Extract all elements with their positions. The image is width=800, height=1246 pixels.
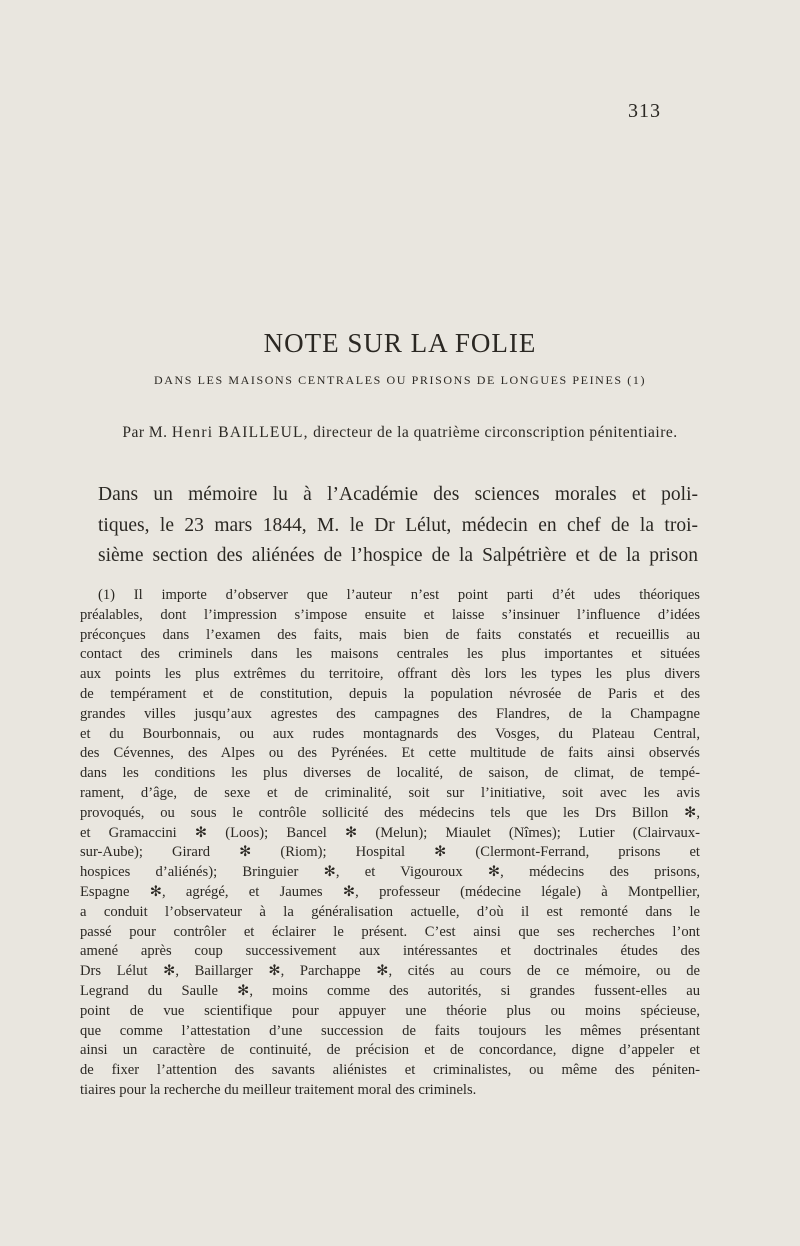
- footnote-line: (1) Il importe d’observer que l’auteur n’est point parti d’ét udes théoriques: [98, 587, 700, 603]
- footnote-line: passé pour contrôler et éclairer le présent. C’est ainsi que ses recherches l’ont: [80, 923, 700, 940]
- article-subtitle: DANS LES MAISONS CENTRALES OU PRISONS DE LONGUES PEINES (1): [153, 373, 647, 387]
- main-text-line: tiques, le 23 mars 1844, M. le Dr Lélut, médecin en chef de la troi-: [98, 514, 698, 536]
- footnote-line: dans les conditions les plus diverses de localité, de saison, de climat, de tempé-: [80, 765, 700, 782]
- footnote-line: contact des criminels dans les maisons centrales les plus importantes et situées: [80, 646, 700, 663]
- footnote-line: de fixer l’attention des savants aliénistes et criminalistes, ou même des péniten-: [80, 1062, 700, 1079]
- footnote-line: Drs Lélut ✻, Baillarger ✻, Parchappe ✻, cités au cours de ce mémoire, ou de: [80, 963, 700, 980]
- footnote-line: tiaires pour la recherche du meilleur traitement moral des criminels.: [80, 1081, 477, 1098]
- footnote-line: et Gramaccini ✻ (Loos); Bancel ✻ (Melun); Miaulet (Nîmes); Lutier (Clairvaux-: [80, 824, 700, 841]
- footnote-line: hospices d’aliénés); Bringuier ✻, et Vigouroux ✻, médecins des prisons,: [80, 864, 700, 881]
- footnote-line: sur-Aube); Girard ✻ (Riom); Hospital ✻ (Clermont-Ferrand, prisons et: [80, 844, 700, 861]
- footnote-line: que comme l’attestation d’une succession de faits toujours les mêmes présentant: [80, 1022, 700, 1039]
- footnote: [80, 586, 700, 1101]
- footnote-line: et du Bourbonnais, ou aux rudes montagnards des Vosges, du Plateau Central,: [80, 725, 700, 742]
- footnote-line: préalables, dont l’impression s’impose ensuite et laisse s’insinuer l’influence d’idées: [80, 606, 700, 623]
- footnote-line: ainsi un caractère de continuité, de précision et de concordance, digne d’appeler et: [80, 1042, 700, 1059]
- footnote-line: rament, d’âge, de sexe et de criminalité, soit sur l’initiative, soit avec les avis: [80, 784, 700, 801]
- footnote-line: grandes villes jusqu’aux agrestes des campagnes des Flandres, de la Champagne: [80, 705, 700, 722]
- main-text-line: sième section des aliénées de l’hospice de la Salpétrière et de la prison: [98, 545, 698, 566]
- footnote-line: Legrand du Saulle ✻, moins comme des autorités, si grandes fussent-elles au: [80, 982, 700, 999]
- footnote-line: a conduit l’observateur à la généralisation actuelle, d’où il est remonté dans le: [80, 903, 700, 920]
- footnote-line: préconçues dans l’examen des faits, mais bien de faits constatés et recueillis au: [80, 626, 700, 643]
- author-role: directeur de la quatrième circonscription pénitentiaire.: [313, 424, 678, 441]
- footnote-line: point de vue scientifique pour appuyer une théorie plus ou moins spécieuse,: [80, 1002, 700, 1019]
- page-number: 313: [628, 100, 661, 122]
- footnote-line: amené après coup successivement aux intéressantes et doctrinales études des: [80, 943, 700, 960]
- footnote-line: provoqués, ou sous le contrôle sollicité des médecins tels que les Drs Billon ✻,: [80, 804, 700, 821]
- article-title: NOTE SUR LA FOLIE: [263, 328, 537, 359]
- byline-prefix: Par M.: [122, 424, 168, 441]
- footnote-line: de tempérament et de constitution, depuis la population névrosée de Paris et des: [80, 685, 700, 702]
- footnote-line: Espagne ✻, agrégé, et Jaumes ✻, professeur (médecine légale) à Montpellier,: [80, 883, 700, 900]
- footnote-line: aux points les plus extrêmes du territoire, offrant dès lors les types les plus divers: [80, 666, 700, 683]
- main-text-line: Dans un mémoire lu à l’Académie des sciences morales et poli-: [98, 484, 698, 505]
- byline: [0, 424, 800, 442]
- author-name: Henri BAILLEUL,: [171, 424, 309, 441]
- footnote-line: des Cévennes, des Alpes ou des Pyrénées. Et cette multitude de faits ainsi observés: [80, 745, 700, 762]
- main-paragraph: [98, 480, 698, 572]
